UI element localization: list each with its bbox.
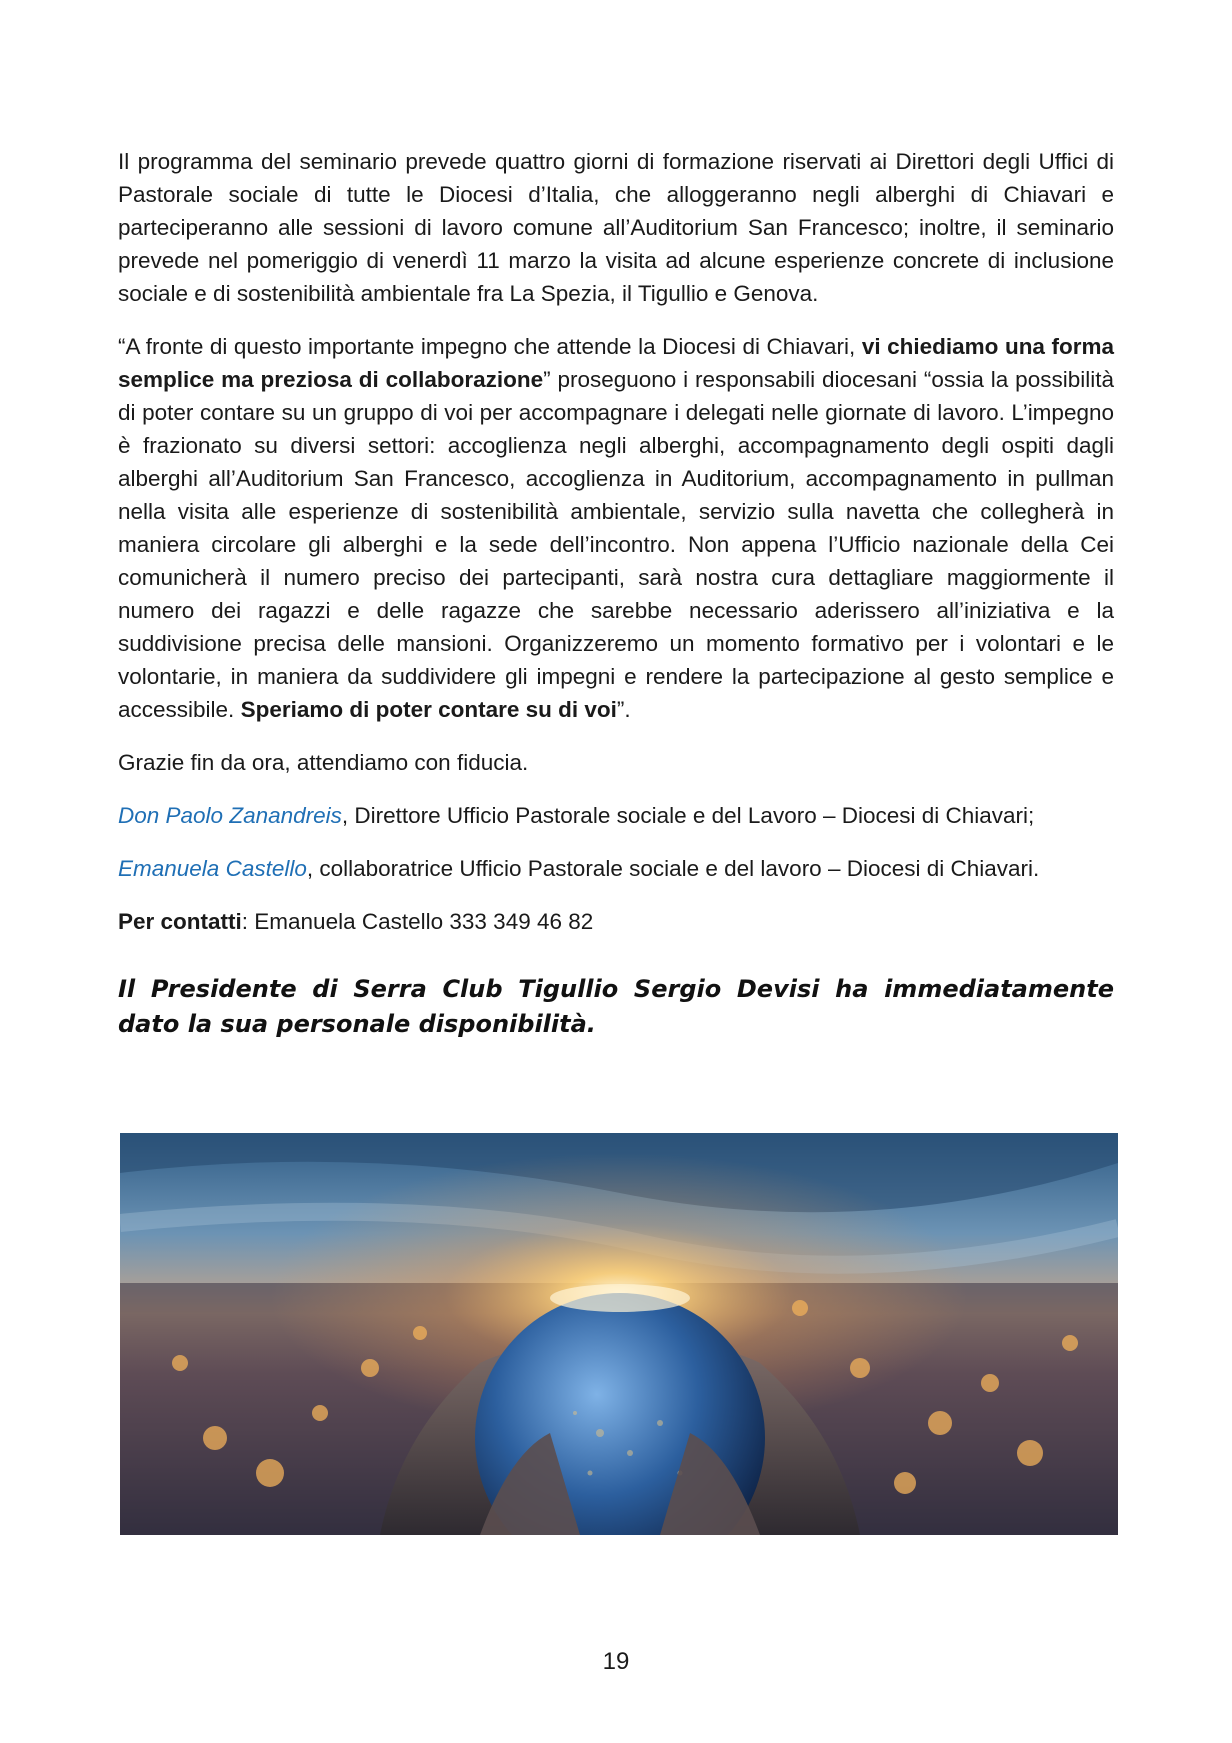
paragraph2-bold1: vi chiediamo una forma semplice ma preziosa di collaborazione (118, 334, 1114, 392)
signature-paolo-role: , Direttore Ufficio Pastorale sociale e del Lavoro – Diocesi di Chiavari; (341, 803, 1035, 828)
signature-paolo (118, 799, 1114, 832)
paragraph2-part1: “A fronte di questo importante impegno che attende la Diocesi di Chiavari, (118, 334, 862, 359)
page-number: 19 (602, 1648, 630, 1675)
contacts-value: : Emanuela Castello 333 349 46 82 (241, 909, 594, 934)
thanks-line: Grazie fin da ora, attendiamo con fiducia. (118, 750, 529, 775)
paragraph-seminar-program: Il programma del seminario prevede quattro giorni di formazione riservati ai Direttori degli Uffici di Pastorale sociale di tutte le Diocesi d’Italia, che alloggeranno negli alberghi di Chiavari e parteciperanno alle sessioni di lavoro comune all’Auditorium San Francesco; inoltre, il seminario prevede nel pomeriggio di venerdì 11 marzo la visita ad alcune esperienze concrete di inclusione sociale e di sostenibilità ambientale fra La Spezia, il Tigullio e Genova. (118, 149, 1114, 306)
page-content (118, 145, 1114, 1042)
paragraph2-part3: ”. (616, 697, 631, 722)
signature-emanuela-role: , collaboratrice Ufficio Pastorale sociale e del lavoro – Diocesi di Chiavari. (306, 856, 1040, 881)
paragraph2-part2: ” proseguono i responsabili diocesani “ossia la possibilità di poter contare su un gruppo di voi per accompagnare i delegati nelle giornate di lavoro. L’impegno è frazionato su diversi settori: accoglienza negli alberghi, accompagnamento degli ospiti dagli alberghi all’Auditorium San Francesco, accoglienza in Auditorium, accompagnamento in pullman nella visita alle esperienze di sostenibilità ambientale, servizio sulla navetta che collegherà in maniera circolare gli alberghi e la sede dell’incontro. Non appena l’Ufficio nazionale della Cei comunicherà il numero preciso dei partecipanti, sarà nostra cura dettagliare maggiormente il numero dei ragazzi e delle ragazze che sarebbe necessario aderissero all’iniziativa e la suddivisione precisa delle mansioni. Organizzeremo un momento formativo per i volontari e le volontarie, in maniera da suddividere gli impegni e rendere la partecipazione al gesto semplice e accessibile. (118, 367, 1114, 722)
headline-serra-club: Il Presidente di Serra Club Tigullio Sergio Devisi ha immediatamente dato la sua personale disponibilità. (118, 975, 1114, 1038)
paragraph-collaboration-request (118, 330, 1114, 726)
globe-in-hands-photo (120, 1133, 1118, 1535)
contacts-line (118, 905, 1114, 938)
contacts-label: Per contatti (118, 909, 242, 934)
signature-paolo-name-link[interactable]: Don Paolo Zanandreis (118, 803, 342, 828)
signature-emanuela (118, 852, 1114, 885)
paragraph2-bold2: Speriamo di poter contare su di voi (240, 697, 617, 722)
signature-emanuela-name-link[interactable]: Emanuela Castello (118, 856, 307, 881)
